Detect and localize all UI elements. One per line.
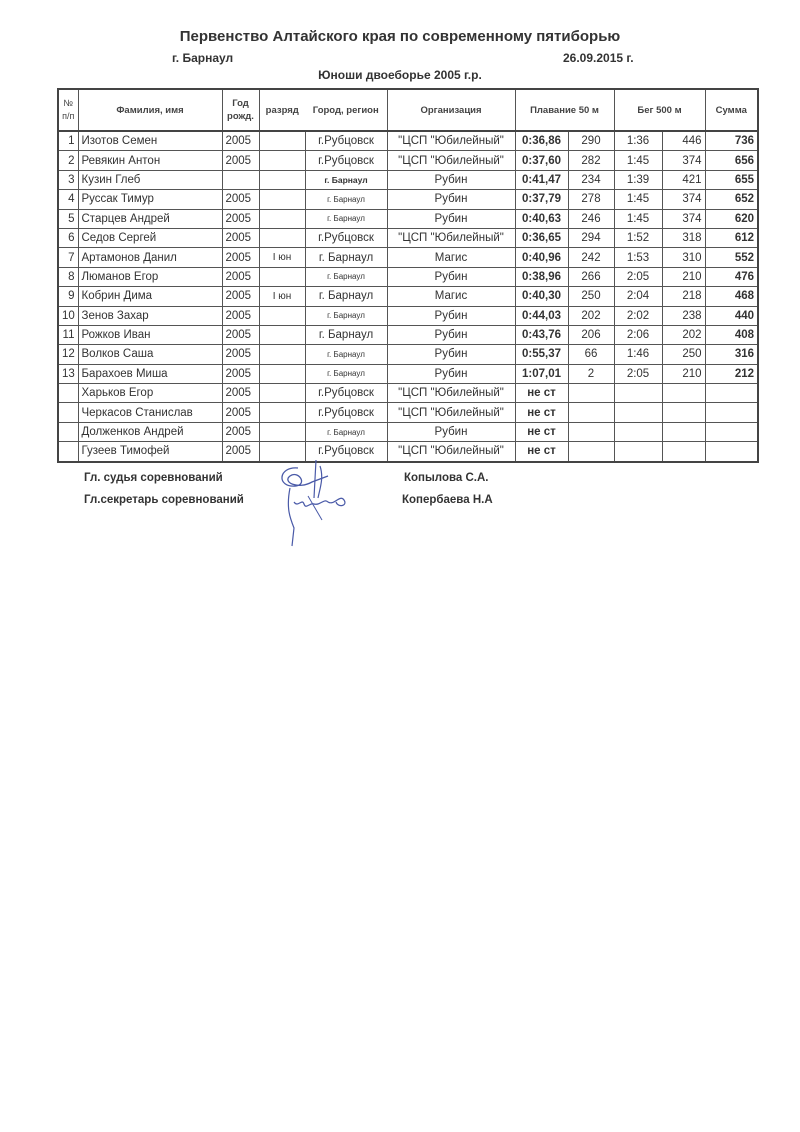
sport-rank-cell xyxy=(259,131,305,151)
table-row xyxy=(58,345,758,364)
swim-time-cell: не ст xyxy=(515,403,568,422)
birth-year-cell: 2005 xyxy=(222,190,259,209)
city-region-cell: г. Барнаул xyxy=(305,364,387,383)
swim-time-cell: 0:44,03 xyxy=(515,306,568,325)
swim-time-cell: не ст xyxy=(515,384,568,403)
col-header-city: Город, регион xyxy=(305,89,387,131)
total-sum-cell: 656 xyxy=(705,151,758,170)
city-region-cell: г.Рубцовск xyxy=(305,151,387,170)
table-row xyxy=(58,325,758,344)
organization-cell: Рубин xyxy=(387,209,515,228)
sport-rank-cell xyxy=(259,170,305,189)
organization-cell: Рубин xyxy=(387,422,515,441)
birth-year-cell: 2005 xyxy=(222,345,259,364)
swim-time-cell: 0:38,96 xyxy=(515,267,568,286)
birth-year-cell: 2005 xyxy=(222,325,259,344)
col-header-name: Фамилия, имя xyxy=(78,89,222,131)
sport-rank-cell xyxy=(259,422,305,441)
city-region-cell: г. Барнаул xyxy=(305,287,387,306)
city-region-cell: г.Рубцовск xyxy=(305,384,387,403)
col-header-sum: Сумма xyxy=(705,89,758,131)
table-row xyxy=(58,287,758,306)
city-region-cell: г. Барнаул xyxy=(305,422,387,441)
row-number-cell: 3 xyxy=(58,170,78,189)
run-points-cell: 374 xyxy=(662,190,705,209)
swim-points-cell: 2 xyxy=(568,364,614,383)
organization-cell: "ЦСП "Юбилейный" xyxy=(387,442,515,462)
table-row xyxy=(58,209,758,228)
run-points-cell: 210 xyxy=(662,267,705,286)
organization-cell: Рубин xyxy=(387,190,515,209)
table-row xyxy=(58,364,758,383)
run-time-cell: 2:06 xyxy=(614,325,662,344)
table-row xyxy=(58,151,758,170)
birth-year-cell: 2005 xyxy=(222,442,259,462)
organization-cell: Рубин xyxy=(387,364,515,383)
organization-cell: Рубин xyxy=(387,170,515,189)
secretary-name: Копербаева Н.А xyxy=(402,494,493,506)
swim-points-cell: 202 xyxy=(568,306,614,325)
table-row xyxy=(58,267,758,286)
run-points-cell: 238 xyxy=(662,306,705,325)
run-points-cell: 210 xyxy=(662,364,705,383)
col-header-run: Бег 500 м xyxy=(614,89,705,131)
swim-time-cell: 0:37,60 xyxy=(515,151,568,170)
judge-label: Гл. судья соревнований xyxy=(84,472,223,484)
row-number-cell: 6 xyxy=(58,228,78,247)
swim-points-cell xyxy=(568,442,614,462)
table-row xyxy=(58,306,758,325)
row-number-cell: 13 xyxy=(58,364,78,383)
total-sum-cell xyxy=(705,403,758,422)
sport-rank-cell xyxy=(259,151,305,170)
row-number-cell xyxy=(58,403,78,422)
sport-rank-cell xyxy=(259,306,305,325)
swim-time-cell: не ст xyxy=(515,422,568,441)
sport-rank-cell xyxy=(259,228,305,247)
row-number-cell: 7 xyxy=(58,248,78,267)
city-region-cell: г.Рубцовск xyxy=(305,228,387,247)
swim-time-cell: 0:40,63 xyxy=(515,209,568,228)
swim-time-cell: 1:07,01 xyxy=(515,364,568,383)
run-time-cell: 2:02 xyxy=(614,306,662,325)
run-time-cell xyxy=(614,384,662,403)
row-number-cell xyxy=(58,422,78,441)
birth-year-cell: 2005 xyxy=(222,151,259,170)
run-time-cell: 1:53 xyxy=(614,248,662,267)
col-header-num: № п/п xyxy=(58,89,78,131)
birth-year-cell: 2005 xyxy=(222,384,259,403)
row-number-cell xyxy=(58,442,78,462)
birth-year-cell: 2005 xyxy=(222,131,259,151)
run-time-cell xyxy=(614,422,662,441)
run-time-cell xyxy=(614,442,662,462)
swim-points-cell: 294 xyxy=(568,228,614,247)
swim-time-cell: 0:37,79 xyxy=(515,190,568,209)
run-points-cell: 374 xyxy=(662,151,705,170)
total-sum-cell: 655 xyxy=(705,170,758,189)
table-row xyxy=(58,442,758,462)
table-row xyxy=(58,248,758,267)
event-date: 26.09.2015 г. xyxy=(563,51,634,65)
organization-cell: Магис xyxy=(387,287,515,306)
swim-points-cell: 246 xyxy=(568,209,614,228)
run-points-cell: 374 xyxy=(662,209,705,228)
handwritten-signature-icon xyxy=(268,458,358,548)
sport-rank-cell xyxy=(259,267,305,286)
run-time-cell: 1:36 xyxy=(614,131,662,151)
swim-points-cell: 266 xyxy=(568,267,614,286)
col-header-year: Год рожд. xyxy=(222,89,259,131)
birth-year-cell xyxy=(222,170,259,189)
col-header-swim: Плавание 50 м xyxy=(515,89,614,131)
table-header-row xyxy=(58,89,758,131)
total-sum-cell xyxy=(705,422,758,441)
athlete-name-cell: Харьков Егор xyxy=(78,384,222,403)
secretary-label: Гл.секретарь соревнований xyxy=(84,494,244,506)
table-row xyxy=(58,170,758,189)
swim-time-cell: 0:43,76 xyxy=(515,325,568,344)
swim-points-cell: 290 xyxy=(568,131,614,151)
total-sum-cell: 468 xyxy=(705,287,758,306)
table-row xyxy=(58,422,758,441)
total-sum-cell: 440 xyxy=(705,306,758,325)
swim-points-cell xyxy=(568,384,614,403)
swim-points-cell: 206 xyxy=(568,325,614,344)
birth-year-cell: 2005 xyxy=(222,287,259,306)
sport-rank-cell: I юн xyxy=(259,287,305,306)
row-number-cell: 4 xyxy=(58,190,78,209)
city-region-cell: г. Барнаул xyxy=(305,345,387,364)
athlete-name-cell: Гузеев Тимофей xyxy=(78,442,222,462)
total-sum-cell xyxy=(705,442,758,462)
birth-year-cell: 2005 xyxy=(222,403,259,422)
total-sum-cell: 552 xyxy=(705,248,758,267)
row-number-cell: 10 xyxy=(58,306,78,325)
run-time-cell: 1:45 xyxy=(614,190,662,209)
athlete-name-cell: Барахоев Миша xyxy=(78,364,222,383)
organization-cell: Рубин xyxy=(387,345,515,364)
results-table xyxy=(57,88,759,463)
sport-rank-cell xyxy=(259,325,305,344)
athlete-name-cell: Ревякин Антон xyxy=(78,151,222,170)
row-number-cell: 9 xyxy=(58,287,78,306)
city-region-cell: г.Рубцовск xyxy=(305,131,387,151)
organization-cell: "ЦСП "Юбилейный" xyxy=(387,403,515,422)
athlete-name-cell: Кобрин Дима xyxy=(78,287,222,306)
swim-time-cell: 0:55,37 xyxy=(515,345,568,364)
row-number-cell: 5 xyxy=(58,209,78,228)
organization-cell: "ЦСП "Юбилейный" xyxy=(387,151,515,170)
run-points-cell: 250 xyxy=(662,345,705,364)
run-points-cell xyxy=(662,442,705,462)
sport-rank-cell xyxy=(259,345,305,364)
total-sum-cell: 620 xyxy=(705,209,758,228)
birth-year-cell: 2005 xyxy=(222,306,259,325)
total-sum-cell: 408 xyxy=(705,325,758,344)
athlete-name-cell: Черкасов Станислав xyxy=(78,403,222,422)
birth-year-cell: 2005 xyxy=(222,209,259,228)
organization-cell: Рубин xyxy=(387,267,515,286)
organization-cell: Рубин xyxy=(387,306,515,325)
swim-time-cell: 0:41,47 xyxy=(515,170,568,189)
athlete-name-cell: Волков Саша xyxy=(78,345,222,364)
birth-year-cell: 2005 xyxy=(222,267,259,286)
organization-cell: Магис xyxy=(387,248,515,267)
swim-time-cell: 0:40,96 xyxy=(515,248,568,267)
sport-rank-cell xyxy=(259,364,305,383)
run-time-cell: 2:05 xyxy=(614,364,662,383)
city-region-cell: г. Барнаул xyxy=(305,248,387,267)
run-points-cell: 318 xyxy=(662,228,705,247)
run-time-cell: 1:52 xyxy=(614,228,662,247)
swim-points-cell: 234 xyxy=(568,170,614,189)
city-region-cell: г. Барнаул xyxy=(305,306,387,325)
swim-points-cell: 242 xyxy=(568,248,614,267)
run-points-cell: 421 xyxy=(662,170,705,189)
run-points-cell: 446 xyxy=(662,131,705,151)
run-time-cell: 2:05 xyxy=(614,267,662,286)
swim-time-cell: 0:36,86 xyxy=(515,131,568,151)
table-row xyxy=(58,403,758,422)
total-sum-cell: 612 xyxy=(705,228,758,247)
athlete-name-cell: Зенов Захар xyxy=(78,306,222,325)
table-row xyxy=(58,131,758,151)
sport-rank-cell xyxy=(259,384,305,403)
city-region-cell: г. Барнаул xyxy=(305,267,387,286)
table-row xyxy=(58,228,758,247)
run-time-cell xyxy=(614,403,662,422)
athlete-name-cell: Кузин Глеб xyxy=(78,170,222,189)
athlete-name-cell: Седов Сергей xyxy=(78,228,222,247)
run-points-cell xyxy=(662,422,705,441)
swim-points-cell xyxy=(568,403,614,422)
total-sum-cell: 652 xyxy=(705,190,758,209)
run-points-cell: 202 xyxy=(662,325,705,344)
swim-time-cell: не ст xyxy=(515,442,568,462)
city-region-cell: г.Рубцовск xyxy=(305,403,387,422)
swim-points-cell: 282 xyxy=(568,151,614,170)
judge-name: Копылова С.А. xyxy=(404,472,489,484)
table-row xyxy=(58,190,758,209)
total-sum-cell: 476 xyxy=(705,267,758,286)
city-region-cell: г. Барнаул xyxy=(305,325,387,344)
run-points-cell xyxy=(662,403,705,422)
swim-time-cell: 0:36,65 xyxy=(515,228,568,247)
table-row xyxy=(58,384,758,403)
city-region-cell: г.Рубцовск xyxy=(305,442,387,462)
organization-cell: Рубин xyxy=(387,325,515,344)
row-number-cell: 12 xyxy=(58,345,78,364)
row-number-cell: 2 xyxy=(58,151,78,170)
city-region-cell: г. Барнаул xyxy=(305,170,387,189)
athlete-name-cell: Руссак Тимур xyxy=(78,190,222,209)
swim-points-cell xyxy=(568,422,614,441)
birth-year-cell: 2005 xyxy=(222,228,259,247)
birth-year-cell: 2005 xyxy=(222,422,259,441)
row-number-cell: 11 xyxy=(58,325,78,344)
city-region-cell: г. Барнаул xyxy=(305,190,387,209)
col-header-org: Организация xyxy=(387,89,515,131)
city-region-cell: г. Барнаул xyxy=(305,209,387,228)
swim-points-cell: 66 xyxy=(568,345,614,364)
col-header-rank: разряд xyxy=(259,89,305,131)
swim-time-cell: 0:40,30 xyxy=(515,287,568,306)
total-sum-cell: 212 xyxy=(705,364,758,383)
event-category: Юноши двоеборье 2005 г.р. xyxy=(318,68,482,82)
run-points-cell: 218 xyxy=(662,287,705,306)
athlete-name-cell: Долженков Андрей xyxy=(78,422,222,441)
sport-rank-cell xyxy=(259,403,305,422)
sport-rank-cell: I юн xyxy=(259,248,305,267)
swim-points-cell: 250 xyxy=(568,287,614,306)
organization-cell: "ЦСП "Юбилейный" xyxy=(387,228,515,247)
swim-points-cell: 278 xyxy=(568,190,614,209)
run-time-cell: 1:46 xyxy=(614,345,662,364)
run-time-cell: 2:04 xyxy=(614,287,662,306)
sport-rank-cell xyxy=(259,190,305,209)
sport-rank-cell xyxy=(259,209,305,228)
row-number-cell: 1 xyxy=(58,131,78,151)
birth-year-cell: 2005 xyxy=(222,364,259,383)
total-sum-cell: 736 xyxy=(705,131,758,151)
run-points-cell: 310 xyxy=(662,248,705,267)
organization-cell: "ЦСП "Юбилейный" xyxy=(387,131,515,151)
row-number-cell xyxy=(58,384,78,403)
athlete-name-cell: Изотов Семен xyxy=(78,131,222,151)
total-sum-cell xyxy=(705,384,758,403)
athlete-name-cell: Рожков Иван xyxy=(78,325,222,344)
row-number-cell: 8 xyxy=(58,267,78,286)
athlete-name-cell: Артамонов Данил xyxy=(78,248,222,267)
run-time-cell: 1:39 xyxy=(614,170,662,189)
run-time-cell: 1:45 xyxy=(614,151,662,170)
organization-cell: "ЦСП "Юбилейный" xyxy=(387,384,515,403)
document-title: Первенство Алтайского края по современному пятиборью xyxy=(179,28,621,45)
run-points-cell xyxy=(662,384,705,403)
athlete-name-cell: Старцев Андрей xyxy=(78,209,222,228)
run-time-cell: 1:45 xyxy=(614,209,662,228)
event-city: г. Барнаул xyxy=(172,51,234,65)
birth-year-cell: 2005 xyxy=(222,248,259,267)
athlete-name-cell: Люманов Егор xyxy=(78,267,222,286)
total-sum-cell: 316 xyxy=(705,345,758,364)
